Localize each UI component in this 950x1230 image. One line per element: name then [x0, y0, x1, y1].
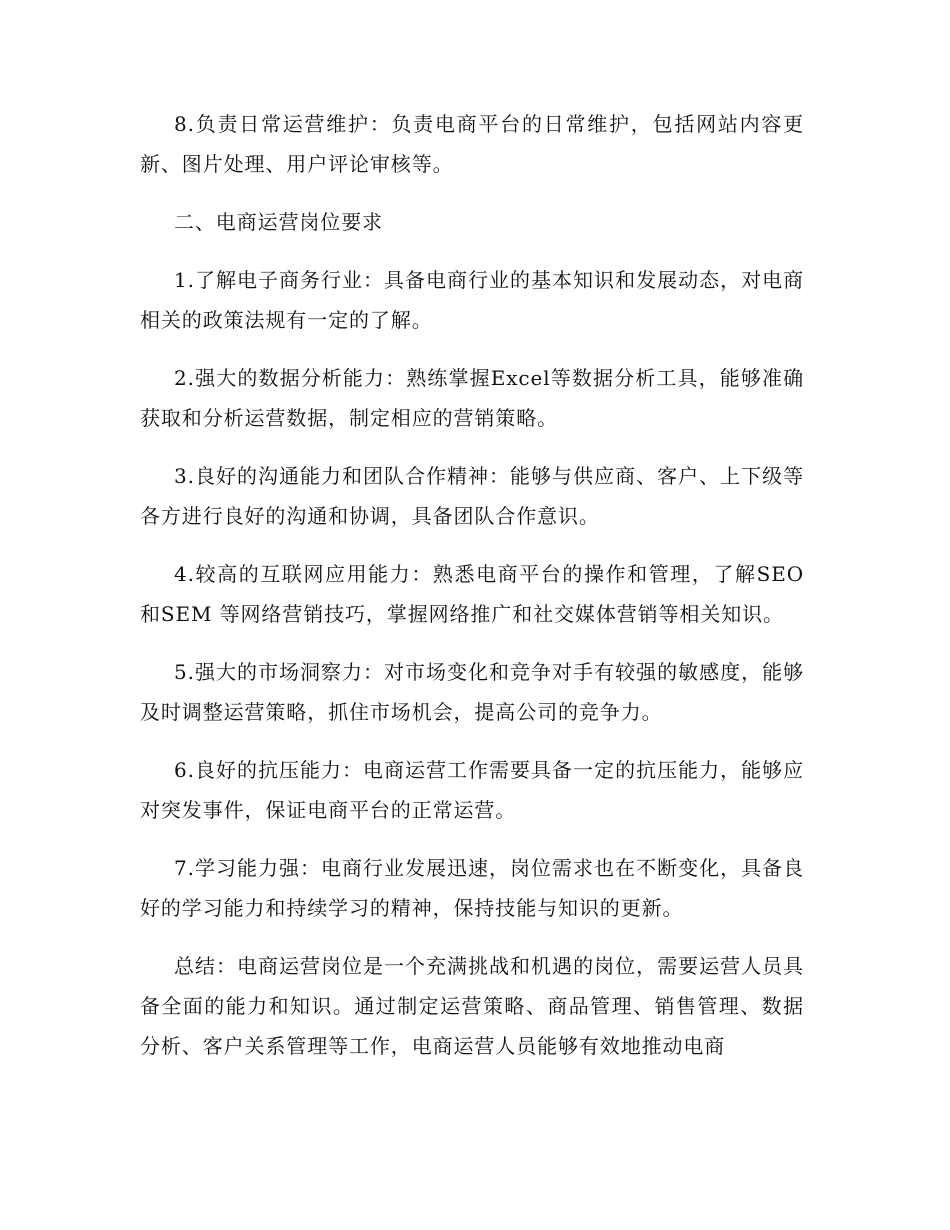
document-page: [140, 104, 804, 1084]
paragraph-requirement-5: 5.强大的市场洞察力：对市场变化和竞争对手有较强的敏感度，能够及时调整运营策略，抓住市场机会，提高公司的竞争力。: [140, 660, 804, 724]
section-heading-requirements: 二、电商运营岗位要求: [174, 210, 383, 234]
paragraph-duty-8: 8.负责日常运营维护：负责电商平台的日常维护，包括网站内容更新、图片处理、用户评论审核等。: [140, 112, 804, 176]
paragraph-requirement-2: 2.强大的数据分析能力：熟练掌握Excel等数据分析工具，能够准确获取和分析运营数据，制定相应的营销策略。: [140, 366, 804, 430]
paragraph-requirement-6: 6.良好的抗压能力：电商运营工作需要具备一定的抗压能力，能够应对突发事件，保证电商平台的正常运营。: [140, 758, 804, 822]
paragraph-summary: 总结：电商运营岗位是一个充满挑战和机遇的岗位，需要运营人员具备全面的能力和知识。通过制定运营策略、商品管理、销售管理、数据分析、客户关系管理等工作，电商运营人员能够有效地推动电商: [140, 954, 804, 1058]
paragraph-requirement-4: 4.较高的互联网应用能力：熟悉电商平台的操作和管理，了解SEO和SEM 等网络营销技巧，掌握网络推广和社交媒体营销等相关知识。: [140, 562, 804, 626]
paragraph-requirement-1: 1.了解电子商务行业：具备电商行业的基本知识和发展动态，对电商相关的政策法规有一定的了解。: [140, 268, 804, 332]
paragraph-requirement-7: 7.学习能力强：电商行业发展迅速，岗位需求也在不断变化，具备良好的学习能力和持续学习的精神，保持技能与知识的更新。: [140, 856, 804, 920]
paragraph-requirement-3: 3.良好的沟通能力和团队合作精神：能够与供应商、客户、上下级等各方进行良好的沟通和协调，具备团队合作意识。: [140, 464, 804, 528]
